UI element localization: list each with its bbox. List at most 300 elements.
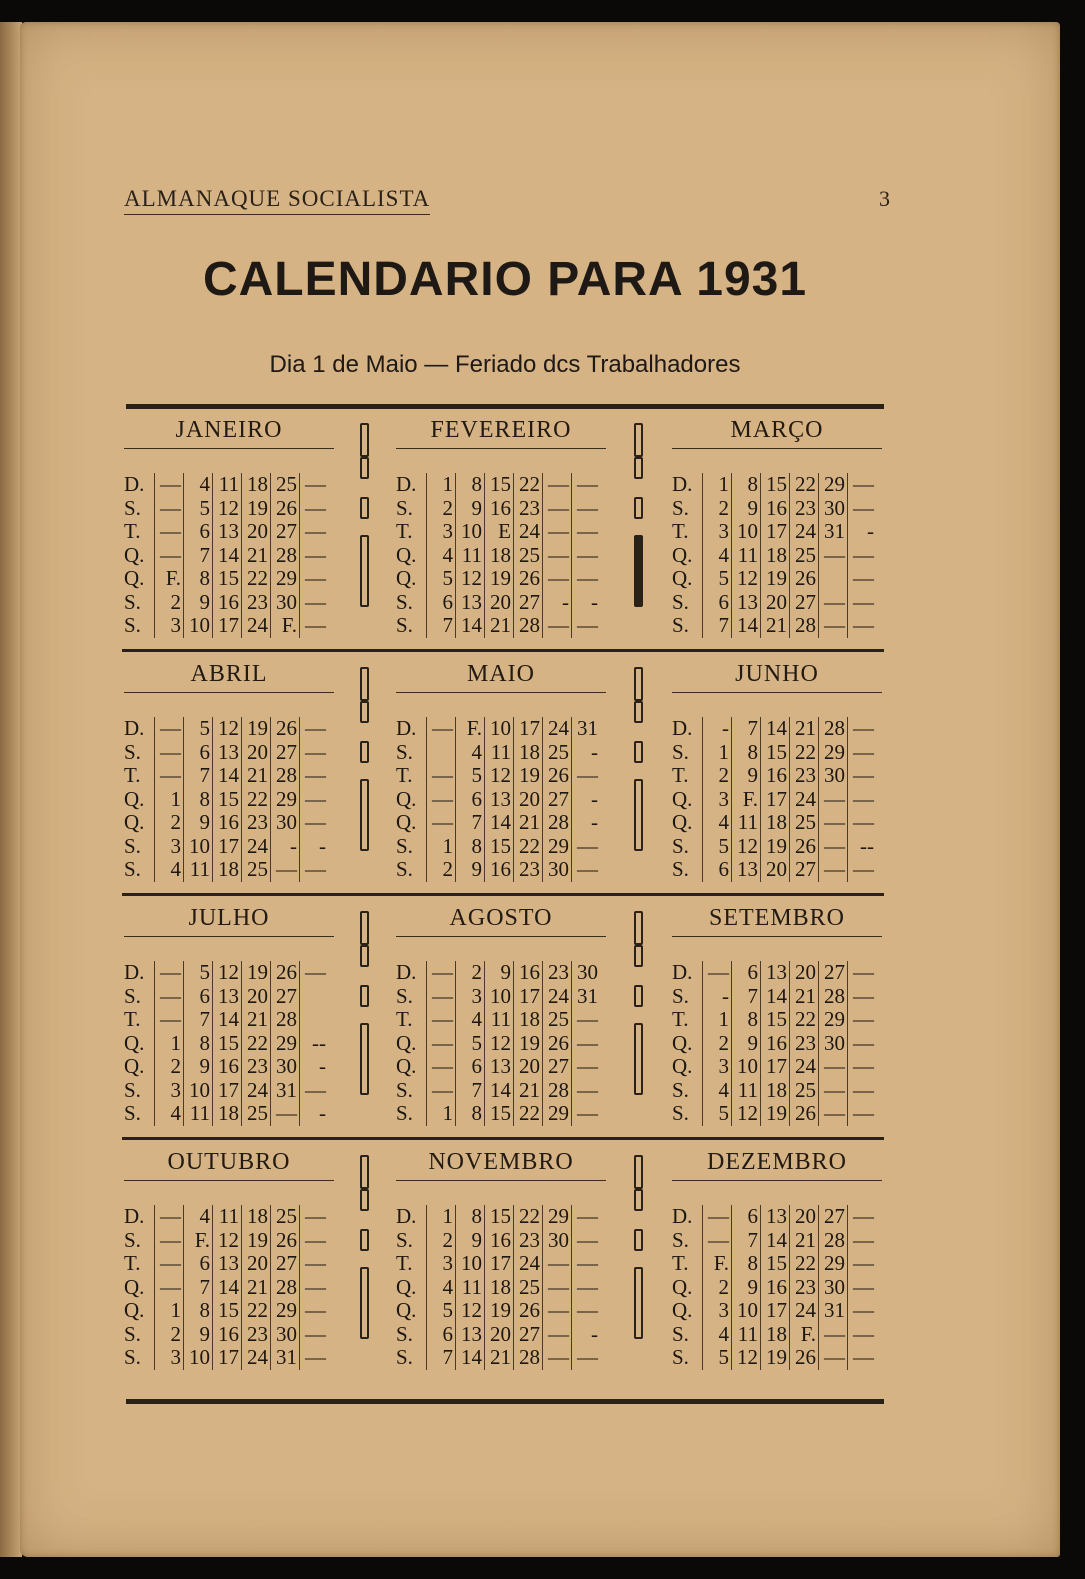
separator-bar xyxy=(360,1155,369,1189)
day-cell: — xyxy=(572,567,601,591)
day-cell: 12 xyxy=(732,835,761,859)
day-cell: 2 xyxy=(427,858,456,882)
day-cell: 7 xyxy=(732,1229,761,1253)
day-cell: 19 xyxy=(485,567,514,591)
day-cell: - xyxy=(572,1323,601,1347)
day-cell: — xyxy=(155,961,184,985)
day-cell: 23 xyxy=(514,858,543,882)
month-julho xyxy=(124,897,346,1133)
weekday-label: S. xyxy=(124,983,141,1008)
month-days-table xyxy=(672,717,876,882)
day-cell: — xyxy=(848,811,877,835)
day-cell: 6 xyxy=(703,591,732,615)
day-cell: 29 xyxy=(543,1102,572,1126)
day-cell: 3 xyxy=(155,1079,184,1103)
day-cell: 6 xyxy=(184,741,213,765)
day-cell: — xyxy=(572,1205,601,1229)
day-cell: 18 xyxy=(213,1102,242,1126)
day-cell: 4 xyxy=(184,473,213,497)
day-cell: 28 xyxy=(271,1008,300,1032)
day-cell: 12 xyxy=(213,497,242,521)
week-row xyxy=(672,717,876,741)
week-row xyxy=(672,614,876,638)
day-cell: — xyxy=(300,614,329,638)
day-cell: 13 xyxy=(485,788,514,812)
day-cell: — xyxy=(572,835,601,859)
month-days-table xyxy=(672,1205,876,1370)
day-cell: — xyxy=(543,497,572,521)
week-row xyxy=(396,591,600,615)
day-cell: 28 xyxy=(543,1079,572,1103)
week-row xyxy=(124,544,328,568)
day-cell: 18 xyxy=(514,1008,543,1032)
day-cell: — xyxy=(300,473,329,497)
weekday-label: Q. xyxy=(672,1274,693,1299)
day-cell: — xyxy=(300,1205,329,1229)
day-cell: 4 xyxy=(456,741,485,765)
week-row xyxy=(396,1008,600,1032)
day-cell: 6 xyxy=(184,985,213,1009)
month-days-table xyxy=(124,961,328,1126)
day-cell: 3 xyxy=(427,1252,456,1276)
day-cell: 5 xyxy=(703,1346,732,1370)
column-separator-ornament xyxy=(358,661,372,897)
week-row xyxy=(672,520,876,544)
weekday-label: S. xyxy=(124,613,141,638)
day-cell: — xyxy=(155,473,184,497)
day-cell: 20 xyxy=(790,961,819,985)
day-cell: 24 xyxy=(790,520,819,544)
day-cell: — xyxy=(848,1276,877,1300)
week-row xyxy=(396,1055,600,1079)
day-cell: 7 xyxy=(427,614,456,638)
day-cell: 14 xyxy=(761,985,790,1009)
day-cell: 21 xyxy=(485,614,514,638)
day-cell: 20 xyxy=(485,591,514,615)
day-cell: 11 xyxy=(732,1079,761,1103)
day-cell: 11 xyxy=(184,858,213,882)
day-cell: 7 xyxy=(184,764,213,788)
day-cell: 6 xyxy=(703,858,732,882)
week-row xyxy=(396,1323,600,1347)
week-row xyxy=(396,858,600,882)
weekday-label: S. xyxy=(396,983,413,1008)
weekday-label: D. xyxy=(672,716,693,741)
day-cell: 16 xyxy=(213,1055,242,1079)
day-cell: 25 xyxy=(242,858,271,882)
day-cell: 13 xyxy=(761,1205,790,1229)
separator-bar xyxy=(360,423,369,457)
day-cell: — xyxy=(572,1276,601,1300)
day-cell: — xyxy=(572,1055,601,1079)
day-cell: 24 xyxy=(242,1079,271,1103)
week-row xyxy=(672,591,876,615)
day-cell: F. xyxy=(184,1229,213,1253)
day-cell: 19 xyxy=(761,835,790,859)
day-cell: 26 xyxy=(514,567,543,591)
day-cell: — xyxy=(543,614,572,638)
weekday-label: Q. xyxy=(124,1030,145,1055)
day-cell: 2 xyxy=(155,811,184,835)
weekday-label: D. xyxy=(124,716,145,741)
day-cell: 30 xyxy=(819,497,848,521)
week-row xyxy=(396,835,600,859)
day-cell: 12 xyxy=(732,567,761,591)
day-cell: 20 xyxy=(242,741,271,765)
day-cell: 31 xyxy=(819,520,848,544)
column-separator-ornament xyxy=(632,1149,646,1385)
day-cell: 3 xyxy=(703,788,732,812)
day-cell: 31 xyxy=(572,985,601,1009)
day-cell: 23 xyxy=(790,1032,819,1056)
weekday-label: S. xyxy=(124,589,141,614)
day-cell: 20 xyxy=(485,1323,514,1347)
day-cell: 10 xyxy=(184,1346,213,1370)
day-cell: — xyxy=(572,1252,601,1276)
week-row xyxy=(672,811,876,835)
week-row xyxy=(672,1299,876,1323)
day-cell: 20 xyxy=(514,788,543,812)
day-cell: 17 xyxy=(514,985,543,1009)
separator-bar xyxy=(360,497,369,519)
day-cell: — xyxy=(819,1055,848,1079)
week-row xyxy=(124,614,328,638)
separator-bar xyxy=(360,535,369,607)
week-row xyxy=(124,1346,328,1370)
day-cell: 21 xyxy=(242,1008,271,1032)
day-cell: 9 xyxy=(732,764,761,788)
weekday-label: D. xyxy=(396,1204,417,1229)
day-cell: 21 xyxy=(790,985,819,1009)
day-cell: 28 xyxy=(271,1276,300,1300)
month-days-table xyxy=(396,1205,600,1370)
week-row xyxy=(124,1008,328,1032)
month-days-table xyxy=(124,1205,328,1370)
day-cell: 1 xyxy=(427,473,456,497)
day-cell: — xyxy=(543,1299,572,1323)
day-cell: — xyxy=(848,591,877,615)
day-cell: 12 xyxy=(456,1299,485,1323)
day-cell: — xyxy=(543,567,572,591)
day-cell: 20 xyxy=(761,591,790,615)
day-cell: 18 xyxy=(761,1323,790,1347)
day-cell: 6 xyxy=(456,1055,485,1079)
month-setembro xyxy=(672,897,894,1133)
day-cell: 9 xyxy=(184,1055,213,1079)
day-cell: 8 xyxy=(184,567,213,591)
day-cell: 10 xyxy=(485,717,514,741)
day-cell: 4 xyxy=(703,544,732,568)
day-cell: 30 xyxy=(271,1323,300,1347)
month-agosto xyxy=(396,897,618,1133)
day-cell: 26 xyxy=(790,1346,819,1370)
week-row xyxy=(672,567,876,591)
day-cell: — xyxy=(427,764,456,788)
week-row xyxy=(396,1252,600,1276)
weekday-label: S. xyxy=(124,857,141,882)
day-cell: 12 xyxy=(456,567,485,591)
day-cell: 21 xyxy=(242,1276,271,1300)
month-name: MARÇO xyxy=(672,417,882,449)
weekday-label: D. xyxy=(396,472,417,497)
day-cell: - xyxy=(271,835,300,859)
day-cell: — xyxy=(572,1032,601,1056)
day-cell: 30 xyxy=(819,764,848,788)
day-cell: 7 xyxy=(732,985,761,1009)
day-cell: 17 xyxy=(761,520,790,544)
day-cell: 22 xyxy=(790,741,819,765)
day-cell: - xyxy=(572,591,601,615)
weekday-label: Q. xyxy=(672,810,693,835)
day-cell: 5 xyxy=(703,835,732,859)
day-cell: - xyxy=(300,1055,329,1079)
day-cell: 21 xyxy=(790,1229,819,1253)
day-cell: 24 xyxy=(543,717,572,741)
day-cell: 12 xyxy=(213,1229,242,1253)
day-cell: — xyxy=(427,985,456,1009)
day-cell: 5 xyxy=(184,497,213,521)
column-separator-ornament xyxy=(358,1149,372,1385)
week-row xyxy=(672,858,876,882)
day-cell: 23 xyxy=(514,1229,543,1253)
day-cell: — xyxy=(848,858,877,882)
week-row xyxy=(396,961,600,985)
day-cell: 23 xyxy=(514,497,543,521)
day-cell: 22 xyxy=(242,788,271,812)
month-name: FEVEREIRO xyxy=(396,417,606,449)
week-row xyxy=(396,473,600,497)
day-cell: 15 xyxy=(485,1205,514,1229)
day-cell: 2 xyxy=(703,1032,732,1056)
day-cell: 6 xyxy=(456,788,485,812)
day-cell: — xyxy=(427,1032,456,1056)
day-cell: 15 xyxy=(485,835,514,859)
separator-bar xyxy=(360,1189,369,1211)
weekday-label: S. xyxy=(672,1101,689,1126)
day-cell: 13 xyxy=(456,591,485,615)
month-name: DEZEMBRO xyxy=(672,1149,882,1181)
separator-bar xyxy=(634,423,643,457)
day-cell: 8 xyxy=(184,1032,213,1056)
separator-bar xyxy=(634,1155,643,1189)
day-cell: — xyxy=(300,1346,329,1370)
day-cell: 22 xyxy=(790,473,819,497)
day-cell: 25 xyxy=(271,473,300,497)
weekday-label: S. xyxy=(672,613,689,638)
month-days-table xyxy=(124,473,328,638)
day-cell: 15 xyxy=(213,567,242,591)
day-cell: 28 xyxy=(514,1346,543,1370)
day-cell: 25 xyxy=(271,1205,300,1229)
week-row xyxy=(672,835,876,859)
day-cell: 7 xyxy=(732,717,761,741)
day-cell: — xyxy=(300,741,329,765)
day-cell: 4 xyxy=(427,544,456,568)
day-cell: 7 xyxy=(456,1079,485,1103)
day-cell xyxy=(427,741,456,765)
day-cell: 20 xyxy=(242,985,271,1009)
day-cell: 28 xyxy=(271,544,300,568)
day-cell: — xyxy=(848,788,877,812)
day-cell: 12 xyxy=(485,1032,514,1056)
day-cell: — xyxy=(572,764,601,788)
day-cell: 19 xyxy=(761,1346,790,1370)
weekday-label: S. xyxy=(124,833,141,858)
day-cell: 15 xyxy=(761,473,790,497)
day-cell: — xyxy=(572,497,601,521)
day-cell: — xyxy=(155,741,184,765)
day-cell: - xyxy=(703,717,732,741)
month-name: ABRIL xyxy=(124,661,334,693)
day-cell: 21 xyxy=(485,1346,514,1370)
day-cell: 23 xyxy=(242,1323,271,1347)
day-cell: — xyxy=(300,567,329,591)
day-cell: - xyxy=(572,788,601,812)
month-dezembro xyxy=(672,1141,894,1377)
weekday-label: S. xyxy=(396,1345,413,1370)
day-cell: — xyxy=(819,1346,848,1370)
day-cell: 16 xyxy=(213,811,242,835)
day-cell: 31 xyxy=(572,717,601,741)
day-cell: 5 xyxy=(456,1032,485,1056)
weekday-label: Q. xyxy=(672,786,693,811)
day-cell: — xyxy=(572,1229,601,1253)
week-row xyxy=(124,1102,328,1126)
day-cell: — xyxy=(848,1102,877,1126)
day-cell: 2 xyxy=(703,1276,732,1300)
day-cell: — xyxy=(848,741,877,765)
day-cell: 1 xyxy=(155,788,184,812)
column-separator-ornament xyxy=(358,417,372,653)
day-cell: — xyxy=(300,961,329,985)
weekday-label: Q. xyxy=(124,1054,145,1079)
week-row xyxy=(672,764,876,788)
day-cell: 1 xyxy=(427,1102,456,1126)
day-cell: — xyxy=(155,1205,184,1229)
day-cell: 24 xyxy=(790,788,819,812)
day-cell: 14 xyxy=(213,544,242,568)
weekday-label: T. xyxy=(124,1007,141,1032)
day-cell: 30 xyxy=(543,858,572,882)
day-cell: — xyxy=(819,811,848,835)
day-cell: 19 xyxy=(761,1102,790,1126)
weekday-label: Q. xyxy=(672,566,693,591)
day-cell: 23 xyxy=(790,1276,819,1300)
week-row xyxy=(396,741,600,765)
weekday-label: Q. xyxy=(124,810,145,835)
day-cell: — xyxy=(300,1276,329,1300)
day-cell: 11 xyxy=(213,473,242,497)
week-row xyxy=(396,497,600,521)
day-cell: 4 xyxy=(703,811,732,835)
day-cell: — xyxy=(300,764,329,788)
day-cell: 7 xyxy=(456,811,485,835)
column-separator-ornament xyxy=(632,417,646,653)
day-cell: 18 xyxy=(761,544,790,568)
day-cell: -- xyxy=(848,835,877,859)
day-cell: — xyxy=(703,1229,732,1253)
month-junho xyxy=(672,653,894,889)
separator-bar xyxy=(634,1189,643,1211)
weekday-label: Q. xyxy=(396,1298,417,1323)
day-cell: 26 xyxy=(514,1299,543,1323)
day-cell: — xyxy=(572,520,601,544)
day-cell: 25 xyxy=(543,1008,572,1032)
weekday-label: S. xyxy=(396,589,413,614)
day-cell: — xyxy=(543,1323,572,1347)
day-cell: 27 xyxy=(790,858,819,882)
week-row xyxy=(396,764,600,788)
month-janeiro xyxy=(124,409,346,645)
day-cell: 1 xyxy=(427,835,456,859)
day-cell: 2 xyxy=(155,1055,184,1079)
month-name: OUTUBRO xyxy=(124,1149,334,1181)
week-row xyxy=(124,1032,328,1056)
weekday-label: Q. xyxy=(396,1030,417,1055)
weekday-label: D. xyxy=(396,960,417,985)
week-row xyxy=(396,614,600,638)
separator-bar xyxy=(634,985,643,1007)
day-cell: 16 xyxy=(485,497,514,521)
week-row xyxy=(396,1032,600,1056)
day-cell: — xyxy=(572,1346,601,1370)
day-cell: — xyxy=(819,858,848,882)
week-row xyxy=(672,544,876,568)
day-cell: 3 xyxy=(703,1299,732,1323)
day-cell: 17 xyxy=(761,788,790,812)
day-cell: 18 xyxy=(485,544,514,568)
month-days-table xyxy=(124,717,328,882)
week-row xyxy=(396,811,600,835)
day-cell: 3 xyxy=(703,520,732,544)
day-cell: 8 xyxy=(732,1008,761,1032)
day-cell: 19 xyxy=(485,1299,514,1323)
day-cell: 6 xyxy=(427,591,456,615)
day-cell: 4 xyxy=(155,858,184,882)
day-cell: — xyxy=(848,567,877,591)
day-cell: 16 xyxy=(761,1032,790,1056)
week-row xyxy=(124,520,328,544)
day-cell: 2 xyxy=(155,1323,184,1347)
day-cell: 7 xyxy=(184,544,213,568)
day-cell: — xyxy=(819,1102,848,1126)
separator-bar xyxy=(634,457,643,479)
day-cell: 30 xyxy=(572,961,601,985)
day-cell: 21 xyxy=(242,764,271,788)
day-cell: 12 xyxy=(213,961,242,985)
day-cell: 4 xyxy=(703,1079,732,1103)
day-cell: 9 xyxy=(184,591,213,615)
day-cell: 30 xyxy=(819,1032,848,1056)
day-cell: — xyxy=(271,1102,300,1126)
day-cell: 15 xyxy=(485,473,514,497)
day-cell: 4 xyxy=(184,1205,213,1229)
day-cell: 17 xyxy=(213,835,242,859)
day-cell: 8 xyxy=(456,473,485,497)
day-cell: E xyxy=(485,520,514,544)
day-cell: 19 xyxy=(514,764,543,788)
day-cell: — xyxy=(300,1252,329,1276)
day-cell: 20 xyxy=(790,1205,819,1229)
day-cell: — xyxy=(300,544,329,568)
day-cell: 11 xyxy=(732,811,761,835)
day-cell: 21 xyxy=(242,544,271,568)
day-cell: 29 xyxy=(819,1252,848,1276)
day-cell: — xyxy=(543,544,572,568)
day-cell: — xyxy=(155,520,184,544)
day-cell: 27 xyxy=(819,1205,848,1229)
day-cell: 5 xyxy=(703,567,732,591)
